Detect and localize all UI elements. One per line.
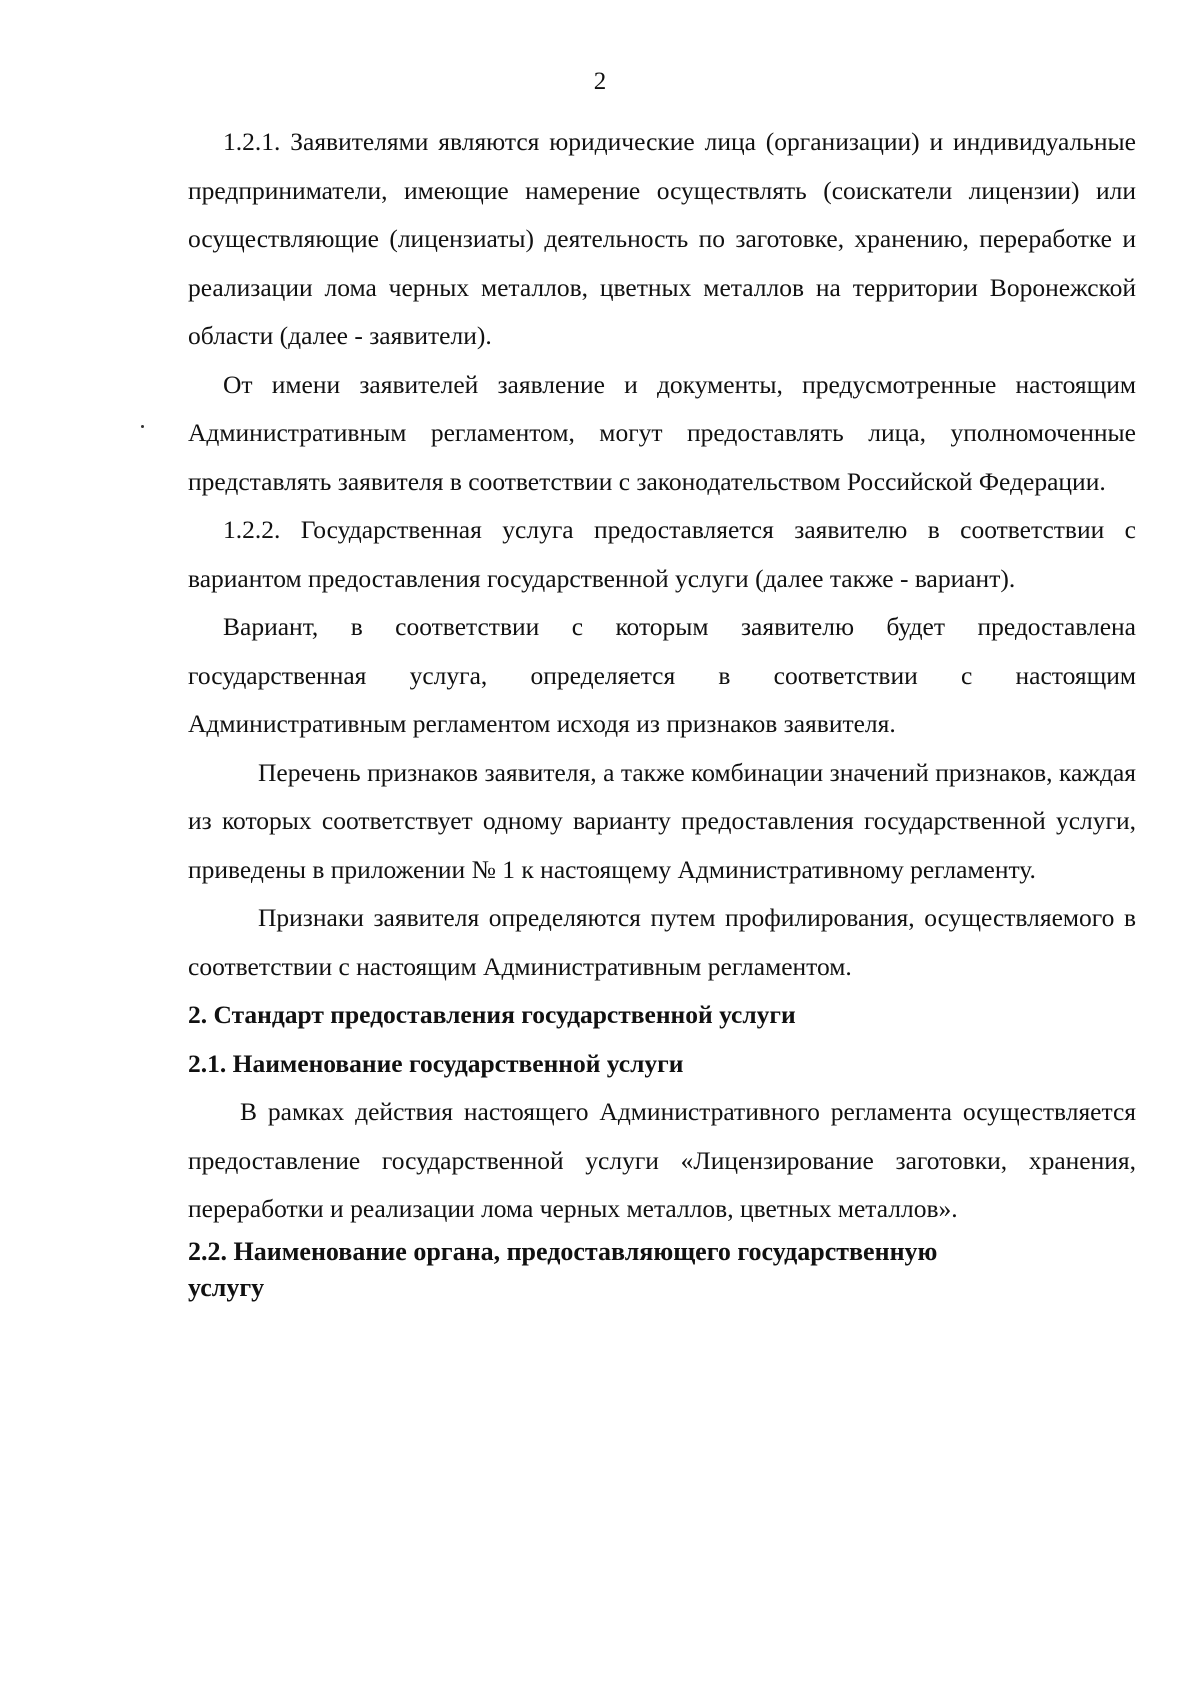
- section-2-2-heading-line2: услугу: [188, 1272, 265, 1302]
- section-2-1-heading: 2.1. Наименование государственной услуги: [188, 1048, 684, 1078]
- section-2-2-heading-line1: 2.2. Наименование органа, предоставляющего государственную: [188, 1236, 938, 1266]
- paragraph-1-2-1: 1.2.1. Заявителями являются юридические лица (организации) и индивидуальные предприниматели, имеющие намерение осуществлять (соискатели лицензии) или осуществляющие (лицензиаты) деятельность по заготовке, хранению, переработке и реализации лома черных металлов, цветных металлов на территории Воронежской области (далее - заявители).: [188, 127, 1136, 350]
- paragraph-service-name: В рамках действия настоящего Административного регламента осуществляется предоставление государственной услуги «Лицензирование заготовки, хранения, переработки и реализации лома черных металлов, цветных металлов».: [188, 1097, 1136, 1223]
- paragraph-profiling: Признаки заявителя определяются путем профилирования, осуществляемого в соответствии с настоящим Административным регламентом.: [188, 903, 1136, 981]
- document-body: [188, 118, 1136, 1306]
- page-number: 2: [593, 68, 607, 95]
- section-2-2-heading: [188, 1234, 1136, 1306]
- paragraph-representatives: От имени заявителей заявление и документы, предусмотренные настоящим Административным регламентом, могут предоставлять лица, уполномоченные представлять заявителя в соответствии с законодательством Российской Федерации.: [188, 369, 1136, 496]
- section-2-heading: 2. Стандарт предоставления государственной услуги: [188, 1000, 796, 1029]
- paragraph-variant: Вариант, в соответствии с которым заявителю будет предоставлена государственная услуга, определяется в соответствии с настоящим Административным регламентом исходя из признаков заявителя.: [188, 612, 1136, 738]
- paragraph-criteria-list: Перечень признаков заявителя, а также комбинации значений признаков, каждая из которых соответствует одному варианту предоставления государственной услуги, приведены в приложении № 1 к настоящему Административному регламенту.: [188, 757, 1136, 884]
- scan-speck: [141, 425, 144, 428]
- paragraph-1-2-2: 1.2.2. Государственная услуга предоставляется заявителю в соответствии с вариантом предоставления государственной услуги (далее также - вариант).: [188, 515, 1136, 593]
